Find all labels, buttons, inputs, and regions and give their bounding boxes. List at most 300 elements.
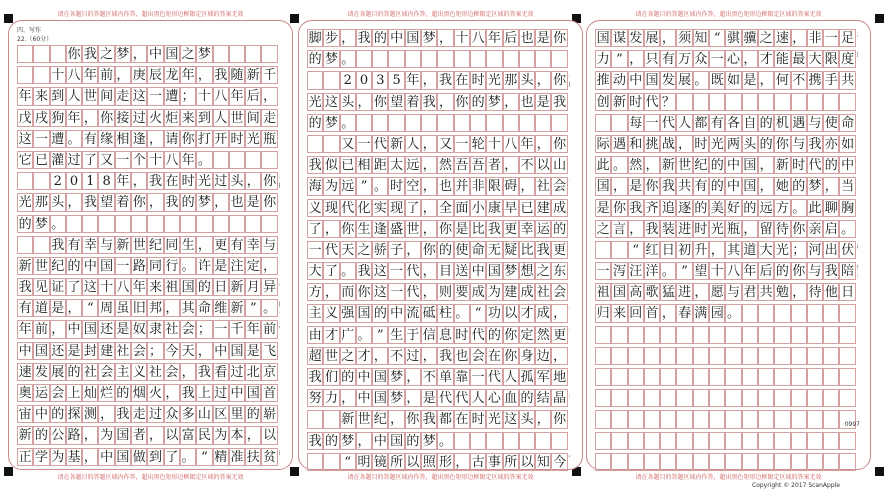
grid-cell: 展: [51, 364, 65, 380]
grid-overflow-text: [569, 177, 570, 186]
grid-cell: ，: [759, 73, 773, 89]
grid-cell: 后: [504, 31, 518, 46]
grid-cell: 。: [181, 449, 195, 465]
grid-cell: 一: [824, 31, 838, 46]
grid-cell: 相: [357, 158, 371, 174]
grid-cell: 动: [612, 73, 626, 89]
grid-cell: [323, 135, 339, 153]
grid-cell: [486, 50, 502, 68]
grid-cell: 才: [324, 327, 338, 343]
grid-row: [307, 283, 568, 301]
grid-cell: 面: [455, 200, 469, 216]
grid-cell: [807, 326, 823, 344]
grid-cell: 戊: [18, 110, 32, 126]
grid-cell: 年: [181, 152, 195, 168]
grid-cell: ，: [422, 200, 436, 216]
grid-cell: 方: [775, 200, 789, 216]
grid-cell: 光: [197, 174, 211, 190]
grid-cell: 子: [390, 242, 404, 258]
grid-cell: 碍: [504, 179, 518, 195]
grid-cell: 代: [661, 115, 675, 131]
grid-cell: [196, 215, 212, 233]
grid-cell: [551, 50, 567, 68]
grid-cell: [742, 410, 758, 428]
grid-cell: 社: [83, 364, 97, 380]
grid-cell: 言: [612, 221, 626, 237]
grid-cell: [595, 326, 611, 344]
grid-cell: 我: [181, 386, 195, 401]
grid-cell: 过: [214, 386, 228, 401]
grid-cell: 由: [308, 327, 322, 343]
grid-cell: 逢: [373, 221, 387, 237]
grid-cell: ，: [504, 158, 518, 174]
grid-cell: ，: [263, 258, 277, 274]
grid-cell: 时: [471, 412, 485, 428]
grid-cell: 新: [18, 428, 32, 444]
grid-cell: 有: [18, 301, 32, 317]
grid-cell: [454, 114, 470, 132]
grid-cell: 每: [629, 115, 643, 131]
grid-cell: 以: [263, 428, 277, 444]
grid-cell: 光: [308, 94, 322, 110]
section-label: 四、写作: [17, 27, 42, 34]
page-3-header-notice: 请在各题目的答题区域内作答，超出黑色矩形边框限定区域的答案无效: [635, 11, 822, 18]
grid-row: [595, 29, 856, 47]
grid-cell: 晶: [553, 391, 567, 407]
grid-cell: 手: [824, 73, 838, 89]
grid-cell: 有: [230, 237, 244, 253]
grid-cell: [33, 45, 49, 63]
grid-cell: ，: [422, 348, 436, 364]
grid-cell: 。: [341, 52, 355, 68]
grid-cell: 代: [471, 327, 485, 343]
grid-cell: 生: [181, 237, 195, 253]
grid-cell: 他: [824, 285, 838, 301]
grid-cell: [147, 215, 163, 233]
grid-cell: 京: [263, 364, 277, 380]
grid-cell: [595, 241, 611, 259]
grid-overflow-text: [857, 241, 858, 250]
grid-cell: 才: [357, 348, 371, 364]
grid-cell: [470, 50, 486, 68]
grid-cell: 纪: [149, 237, 163, 253]
grid-cell: 送: [455, 264, 469, 280]
grid-cell: ，: [83, 428, 97, 444]
grid-cell: [709, 389, 725, 407]
grid-cell: 速: [18, 364, 32, 380]
grid-cell: 以: [520, 454, 534, 470]
grid-cell: 我: [487, 221, 501, 237]
grid-cell: [791, 432, 807, 450]
grid-cell: 已: [341, 158, 355, 174]
grid-cell: ，: [743, 221, 757, 237]
grid-cell: 。: [792, 200, 806, 216]
grid-cell: 一: [471, 370, 485, 385]
grid-cell: [611, 347, 627, 365]
grid-cell: 你: [553, 73, 567, 89]
grid-cell: [245, 215, 261, 233]
grid-cell: 力: [324, 391, 338, 407]
grid-cell: 时: [792, 158, 806, 174]
grid-cell: 明: [357, 454, 371, 470]
grid-cell: ，: [710, 242, 724, 258]
grid-row: [595, 199, 856, 217]
grid-cell: 众: [694, 52, 708, 68]
grid-cell: [660, 368, 676, 386]
grid-cell: 我: [422, 94, 436, 110]
grid-cell: 也: [455, 348, 469, 364]
grid-cell: [388, 114, 404, 132]
grid-cell: 更: [553, 327, 567, 343]
grid-cell: [595, 368, 611, 386]
grid-cell: 有: [83, 131, 97, 147]
grid-cell: 世: [34, 258, 48, 274]
grid-cell: 世: [678, 158, 692, 174]
grid-row: [307, 347, 568, 365]
grid-cell: 你: [341, 221, 355, 237]
grid-cell: 后: [246, 89, 260, 105]
grid-cell: [535, 432, 551, 450]
grid-cell: [644, 368, 660, 386]
grid-cell: 国: [373, 391, 387, 407]
grid-cell: [839, 453, 855, 471]
grid-cell: 早: [504, 200, 518, 216]
grid-row: [307, 453, 568, 471]
grid-cell: [307, 71, 323, 89]
grid-cell: 头: [520, 73, 534, 89]
page-1-header-notice: 请在各题目的答题区域内作答，超出黑色矩形边框限定区域的答案无效: [57, 11, 244, 18]
grid-row: [595, 50, 856, 68]
grid-cell: [839, 93, 855, 111]
grid-cell: ，: [406, 370, 420, 385]
grid-cell: 月: [246, 280, 260, 296]
grid-row: [17, 405, 278, 423]
grid-cell: [839, 389, 855, 407]
grid-cell: 知: [694, 31, 708, 46]
grid-cell: “: [470, 304, 486, 322]
grid-row: [17, 363, 278, 381]
grid-cell: [628, 410, 644, 428]
grid-cell: 代: [406, 264, 420, 280]
grid-cell: [774, 453, 790, 471]
grid-cell: 不: [520, 158, 534, 174]
grid-cell: 年: [406, 73, 420, 89]
grid-cell: [611, 389, 627, 407]
grid-cell: 我: [439, 348, 453, 364]
grid-cell: [839, 432, 855, 450]
grid-cell: 亦: [824, 136, 838, 152]
grid-cell: 是: [246, 343, 260, 359]
grid-cell: [644, 347, 660, 365]
grid-cell: 到: [51, 89, 65, 105]
grid-cell: 一: [149, 89, 163, 105]
grid-cell: 谋: [612, 31, 626, 46]
grid-cell: 十: [710, 264, 724, 280]
grid-row: [307, 241, 568, 259]
grid-cell: 还: [100, 322, 114, 338]
grid-cell: 你: [504, 327, 518, 343]
grid-cell: 年: [487, 31, 501, 46]
grid-row: [307, 50, 568, 68]
grid-cell: 聊: [824, 200, 838, 216]
grid-cell: 大: [308, 264, 322, 280]
grid-cell: 上: [197, 386, 211, 401]
grid-cell: 中: [727, 158, 741, 174]
grid-cell: [742, 93, 758, 111]
grid-cell: 是: [629, 179, 643, 195]
grid-cell: 新: [230, 280, 244, 296]
grid-cell: ，: [214, 195, 228, 211]
grid-cell: [839, 347, 855, 365]
grid-cell: 幸: [83, 237, 97, 253]
grid-cell: 是: [596, 200, 610, 216]
grid-row: [595, 283, 856, 301]
grid-cell: 新: [612, 94, 626, 110]
grid-cell: 纪: [373, 412, 387, 428]
grid-cell: 国: [390, 433, 404, 449]
grid-cell: [644, 453, 660, 471]
grid-cell: 进: [678, 285, 692, 301]
grid-cell: 见: [34, 280, 48, 296]
grid-cell: 远: [341, 179, 355, 195]
grid-cell: 机: [775, 115, 789, 131]
grid-cell: 会: [100, 364, 114, 380]
grid-cell: [17, 66, 33, 84]
grid-overflow-text: [279, 448, 280, 457]
grid-cell: 中: [357, 391, 371, 407]
grid-row: [307, 262, 568, 280]
grid-cell: 似: [324, 158, 338, 174]
grid-cell: ，: [504, 94, 518, 110]
grid-cell: 在: [487, 348, 501, 364]
grid-cell: 国: [34, 343, 48, 359]
grid-cell: ，: [197, 237, 211, 253]
grid-cell: [725, 432, 741, 450]
grid-cell: 年: [230, 89, 244, 105]
grid-cell: 八: [471, 31, 485, 46]
grid-cell: 这: [132, 89, 146, 105]
grid-cell: 何: [775, 73, 789, 89]
grid-cell: [725, 326, 741, 344]
grid-cell: 代: [373, 136, 387, 152]
grid-cell: 镜: [373, 454, 387, 470]
page-1-footer-notice: 请在各题目的答题区域内作答，超出黑色矩形边框限定区域的答案无效: [57, 474, 244, 481]
grid-cell: 了: [324, 264, 338, 280]
grid-cell: ，: [536, 412, 550, 428]
grid-cell: 梦: [390, 391, 404, 407]
grid-row: [595, 347, 856, 365]
grid-cell: [774, 432, 790, 450]
grid-cell: 路: [132, 258, 146, 274]
grid-cell: 开: [214, 131, 228, 147]
grid-cell: 骥: [743, 31, 757, 46]
grid-cell: [807, 453, 823, 471]
grid-cell: [213, 45, 229, 63]
grid-cell: [823, 368, 839, 386]
grid-cell: ，: [67, 301, 81, 317]
grid-cell: [709, 410, 725, 428]
grid-row: [307, 135, 568, 153]
grid-cell: 那: [34, 195, 48, 211]
grid-cell: [437, 114, 453, 132]
grid-cell: 世: [406, 221, 420, 237]
grid-cell: 我: [357, 264, 371, 280]
grid-cell: 我: [808, 136, 822, 152]
grid-cell: [693, 368, 709, 386]
grid-cell: 的: [51, 407, 65, 423]
grid-cell: [17, 172, 33, 190]
grid-cell: 中: [34, 407, 48, 423]
grid-cell: “: [82, 299, 98, 317]
grid-cell: 。: [455, 306, 469, 322]
composition-grid-page-2: [307, 29, 568, 474]
grid-cell: 人: [406, 136, 420, 152]
grid-cell: 才: [520, 306, 534, 322]
grid-cell: 之: [341, 348, 355, 364]
grid-cell: ，: [743, 52, 757, 68]
grid-cell: [676, 347, 692, 365]
grid-cell: ，: [422, 136, 436, 152]
grid-cell: 飞: [263, 343, 277, 359]
grid-cell: 当: [841, 179, 855, 195]
grid-cell: ，: [661, 31, 675, 46]
grid-cell: 。: [841, 221, 855, 237]
grid-cell: 1: [82, 172, 98, 190]
grid-cell: 方: [308, 285, 322, 301]
grid-cell: 新: [116, 237, 130, 253]
grid-cell: [551, 432, 567, 450]
grid-cell: [98, 215, 114, 233]
grid-cell: 接: [116, 110, 130, 126]
grid-cell: 这: [324, 94, 338, 110]
grid-cell: “: [628, 241, 644, 259]
grid-cell: [660, 389, 676, 407]
grid-cell: 崭: [263, 407, 277, 423]
grid-cell: 的: [308, 115, 322, 131]
grid-cell: ，: [51, 322, 65, 338]
grid-cell: [660, 453, 676, 471]
grid-cell: 你: [553, 31, 567, 46]
grid-cell: 也: [520, 94, 534, 110]
grid-cell: [660, 432, 676, 450]
grid-cell: 祖: [165, 280, 179, 296]
grid-cell: 中: [18, 343, 32, 359]
page-3-footer-notice: 请在各题目的答题区域内作答，超出黑色矩形边框限定区域的答案无效: [635, 474, 822, 481]
grid-cell: 大: [759, 242, 773, 258]
grid-overflow-text: [857, 262, 858, 280]
grid-row: [595, 326, 856, 344]
grid-cell: 同: [165, 237, 179, 253]
grid-cell: 走: [116, 89, 130, 105]
grid-cell: 的: [553, 221, 567, 237]
grid-cell: 这: [504, 412, 518, 428]
grid-cell: ，: [406, 242, 420, 258]
grid-overflow-text: [569, 71, 570, 89]
grid-cell: 相: [116, 131, 130, 147]
grid-cell: 装: [661, 221, 675, 237]
grid-row: [595, 262, 856, 280]
grid-cell: ，: [263, 89, 277, 105]
grid-cell: 是: [455, 221, 469, 237]
grid-cell: 测: [83, 407, 97, 423]
grid-cell: [611, 368, 627, 386]
grid-cell: 国: [743, 158, 757, 174]
grid-cell: 为: [214, 428, 228, 444]
grid-cell: [742, 368, 758, 386]
grid-cell: 息: [439, 327, 453, 343]
grid-cell: 宙: [18, 407, 32, 423]
grid-cell: ，: [324, 285, 338, 301]
grid-cell: [323, 453, 339, 471]
grid-cell: 幸: [246, 237, 260, 253]
grid-cell: 幸: [520, 221, 534, 237]
grid-cell: 是: [536, 31, 550, 46]
grid-cell: 前: [100, 68, 114, 84]
grid-cell: 富: [181, 428, 195, 444]
grid-cell: “: [709, 29, 725, 47]
grid-cell: [725, 368, 741, 386]
grid-cell: 间: [100, 89, 114, 105]
grid-cell: 时: [471, 73, 485, 89]
grid-cell: 有: [710, 115, 724, 131]
grid-cell: [470, 114, 486, 132]
grid-cell: 遇: [792, 115, 806, 131]
grid-cell: ，: [132, 47, 146, 62]
grid-overflow-text: [279, 172, 280, 190]
grid-row: [17, 384, 278, 402]
grid-cell: 八: [165, 152, 179, 168]
grid-cell: 心: [487, 391, 501, 407]
grid-cell: ，: [67, 195, 81, 211]
grid-cell: 头: [341, 94, 355, 110]
grid-cell: 我: [308, 158, 322, 174]
grid-cell: 年: [67, 110, 81, 126]
grid-cell: ，: [357, 433, 371, 449]
grid-cell: 才: [759, 52, 773, 68]
grid-cell: [774, 389, 790, 407]
grid-cell: 的: [197, 280, 211, 296]
grid-cell: [807, 389, 823, 407]
page-2-header-notice: 请在各题目的答题区域内作答，超出黑色矩形边框限定区域的答案无效: [347, 11, 534, 18]
grid-cell: 追: [661, 200, 675, 216]
grid-cell: 会: [553, 285, 567, 301]
grid-cell: 汪: [629, 264, 643, 280]
grid-cell: 你: [406, 412, 420, 428]
grid-cell: 度: [841, 52, 855, 68]
grid-cell: [693, 410, 709, 428]
grid-row: [307, 410, 568, 428]
grid-cell: 一: [390, 285, 404, 301]
grid-cell: [660, 347, 676, 365]
grid-cell: 光: [775, 242, 789, 258]
grid-cell: [839, 368, 855, 386]
grid-row: [595, 220, 856, 238]
grid-cell: 以: [165, 428, 179, 444]
grid-cell: 国: [357, 306, 371, 322]
grid-cell: 远: [406, 158, 420, 174]
grid-cell: 日: [661, 242, 675, 258]
grid-cell: 你: [612, 200, 626, 216]
grid-cell: 中: [100, 449, 114, 465]
grid-cell: 各: [727, 115, 741, 131]
grid-cell: [693, 389, 709, 407]
grid-cell: [758, 389, 774, 407]
grid-cell: 你: [357, 285, 371, 301]
grid-cell: 古: [471, 454, 485, 470]
grid-cell: 。: [341, 115, 355, 131]
grid-cell: 定: [520, 327, 534, 343]
grid-cell: 如: [727, 73, 741, 89]
